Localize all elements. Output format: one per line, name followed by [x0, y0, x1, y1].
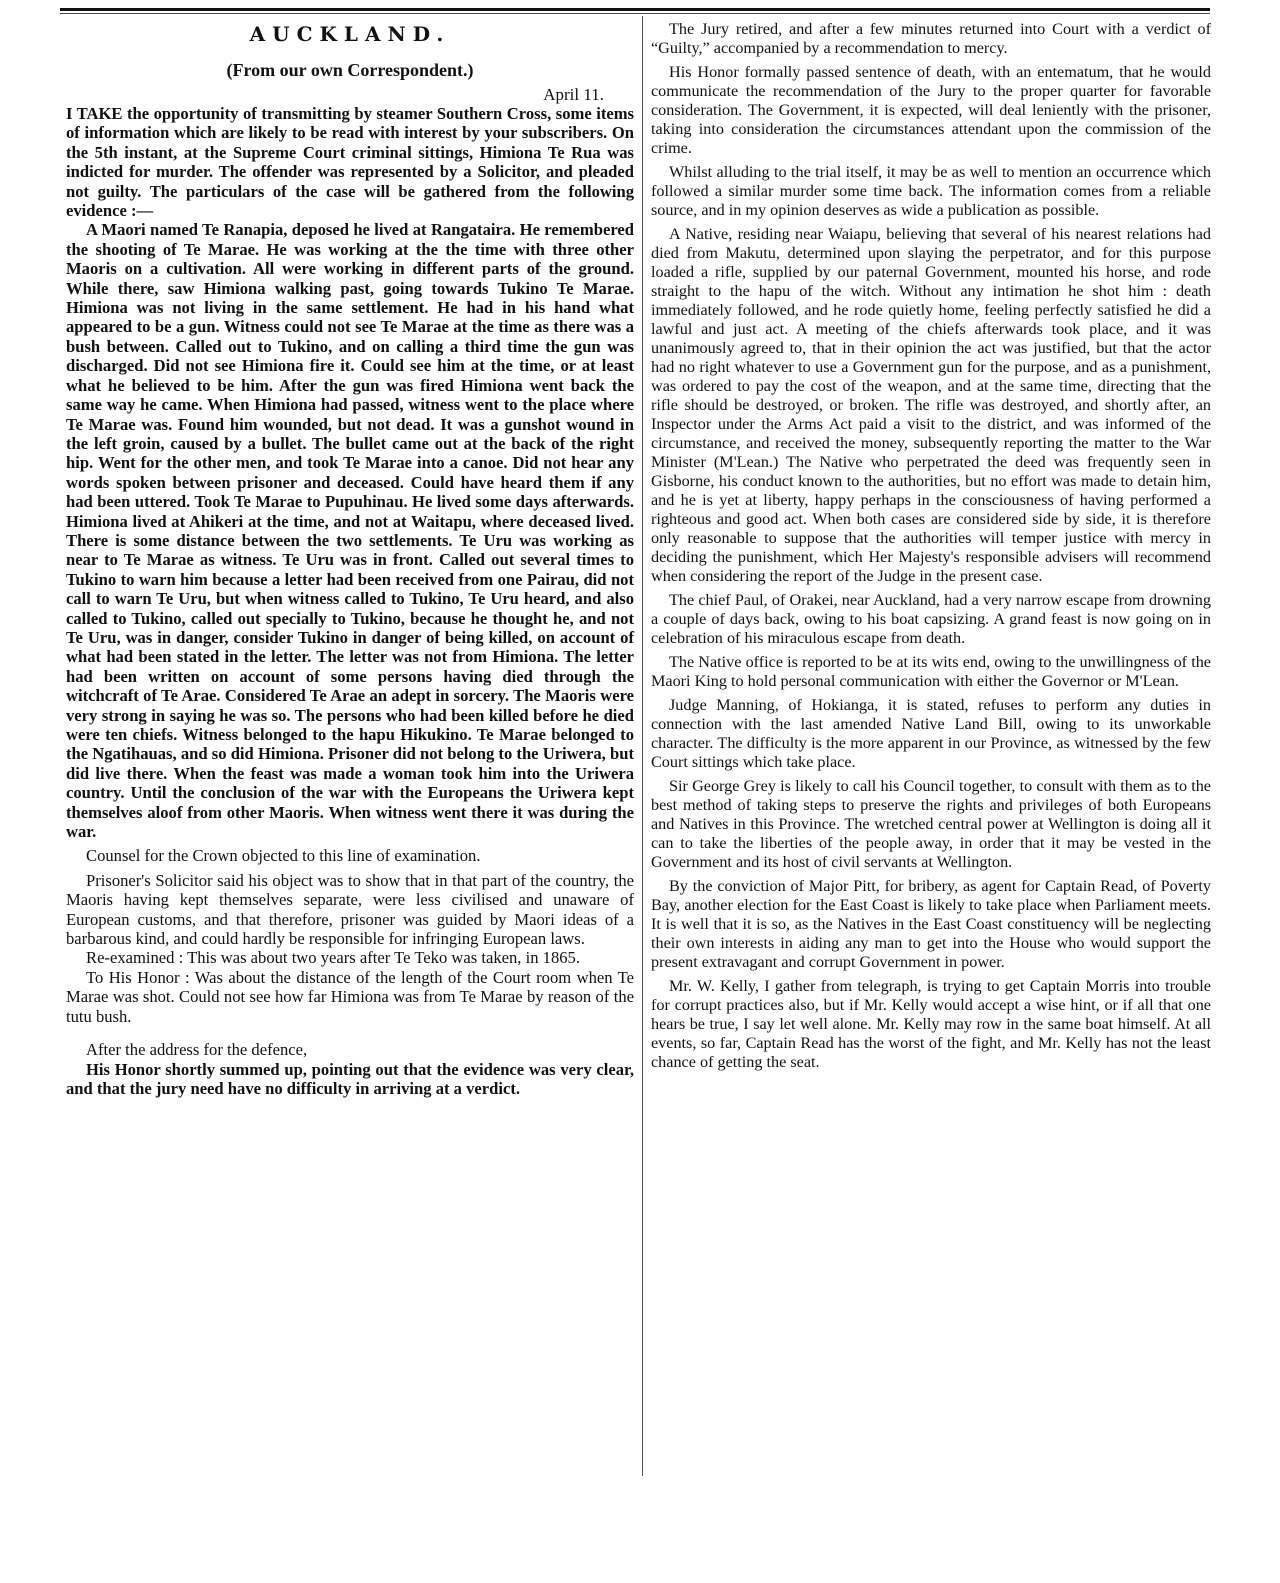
paragraph: His Honor shortly summed up, pointing out that the evidence was very clear, and that the jury need have no difficulty in arriving at a verdict.	[66, 1059, 634, 1098]
paragraph: A Maori named Te Ranapia, deposed he lived at Rangataira. He remembered the shooting of Te Marae. He was working at the the time with three other Maoris on a cultivation. All were working in different parts of the ground. While there, saw Himiona walking past, going towards Tukino Te Marae. Himiona was not living in the same settlement. He had in his hand what appeared to be a gun. Witness could not see Te Marae at the time as there was a bush between. Called out to Tukino, and on calling a third time the gun was discharged. Did not see Himiona fire it. Could see him at the time, or at least what he believed to be him. After the gun was fired Himiona went back the same way he came. When Himiona had passed, witness went to the place where Te Marae was. Found him wounded, but not dead. It was a gunshot wound in the left groin, caused by a bullet. The bullet came out at the back of the right hip. Went for the other men, and took Te Marae into a canoe. Did not hear any words spoken between prisoner and deceased. Could have heard them if any had been uttered. Took Te Marae to Pupuhinau. He lived some days afterwards. Himiona lived at Ahikeri at the time, and not at Waitapu, where deceased lived. There is some distance between the two settlements. Te Uru was working as near to Te Marae as witness. Te Uru was in front. Called out several times to Tukino to warn him because a letter had been received from one Pairau, did not call to warn Te Uru, but when witness called to Tukino, Te Uru heard, and also called to Tukino, called out specially to Tukino, because he thought he, and not Te Uru, was in danger, consider Tukino in danger of being killed, on account of what had been stated in the letter. The letter was not from Himiona. The letter had been written on account of some persons having died through the witchcraft of Te Arae. Considered Te Arae an adept in sorcery. The Maoris were very strong in saying he was so. The persons who had been killed before he died were ten chiefs. Witness belonged to the hapu Hikukino. Te Marae belonged to the Ngatihauas, and so did Himiona. Prisoner did not belong to the Uriwera, but did live there. When the feast was made a woman took him into the Uriwera country. Until the conclusion of the war with the Europeans the Uriwera kept themselves aloof from other Maoris. When witness went there it was during the war.	[66, 220, 634, 842]
paragraph: The chief Paul, of Orakei, near Auckland, had a very narrow escape from drowning a couple of days back, owing to his boat capsizing. A grand feast is now going on in celebration of his miraculous escape from death.	[651, 591, 1211, 647]
right-column	[651, 20, 1211, 1072]
article-headline: AUCKLAND.	[249, 22, 451, 46]
paragraph: To His Honor : Was about the distance of the length of the Court room when Te Marae was shot. Could not see how far Himiona was from Te Marae by reason of the tutu bush.	[66, 967, 634, 1026]
paragraph: Prisoner's Solicitor said his object was to show that in that part of the country, the Maoris having kept themselves separate, were less civilised and unaware of European customs, and that therefore, prisoner was guided by Maori ideas of a barbarous kind, and could hardly be responsible for infringing European laws.	[66, 870, 634, 949]
column-divider	[642, 16, 643, 1476]
paragraph: Re-examined : This was about two years after Te Teko was taken, in 1865.	[86, 948, 580, 968]
left-column	[66, 20, 634, 1098]
paragraph: The Native office is reported to be at its wits end, owing to the unwillingness of the Maori King to hold personal communication with either the Governor or M'Lean.	[651, 653, 1211, 690]
dateline: April 11.	[543, 85, 604, 104]
paragraph: I TAKE the opportunity of transmitting by steamer Southern Cross, some items of information which are likely to be read with interest by your subscribers. On the 5th instant, at the Supreme Court criminal sittings, Himiona Te Rua was indicted for murder. The offender was represented by a Solicitor, and pleaded not guilty. The particulars of the case will be gathered from the following evidence :—	[66, 104, 634, 221]
paragraph: By the conviction of Major Pitt, for bribery, as agent for Captain Read, of Poverty Bay, another election for the East Coast is likely to take place when Parliament meets. It is well that it is so, as the Natives in the East Coast constituency will be neglecting their own interests in aiding any man to get into the House who would support the present extravagant and corrupt Government in power.	[651, 877, 1211, 971]
paragraph: Mr. W. Kelly, I gather from telegraph, is trying to get Captain Morris into trouble for corrupt practices also, but if Mr. Kelly would accept a wise hint, or if all that one hears be true, I say let well alone. Mr. Kelly may row in the same boat himself. At all events, so far, Captain Read has the worst of the fight, and Mr. Kelly has not the least chance of getting the seat.	[651, 977, 1211, 1071]
paragraph: Sir George Grey is likely to call his Council together, to consult with them as to the best method of taking steps to preserve the rights and privileges of both Europeans and Natives in this Province. The wretched central power at Wellington is doing all it can to take the liberties of the people away, in order that it may be vested in the Government and its host of civil servants at Wellington.	[651, 777, 1211, 871]
paragraph: Whilst alluding to the trial itself, it may be as well to mention an occurrence which followed a similar murder some time back. The information comes from a reliable source, and in my opinion deserves as wide a publication as possible.	[651, 163, 1211, 219]
paragraph: Counsel for the Crown objected to this line of examination.	[86, 846, 481, 866]
top-rule-thin	[60, 13, 1210, 14]
article-subhead: (From our own Correspondent.)	[226, 60, 474, 80]
paragraph: A Native, residing near Waiapu, believing that several of his nearest relations had died from Makutu, determined upon slaying the perpetrator, and for this purpose loaded a rifle, supplied by our paternal Government, mounted his horse, and rode straight to the hapu of the witch. Without any intimation he shot him : death immediately followed, and he rode quietly home, feeling perfectly satisfied he did a lawful and just act. A meeting of the chiefs afterwards took place, and it was unanimously agreed to, that in their opinion the act was justified, but that the actor had no right whatever to use a Government gun for the purpose, and as a punishment, was ordered to pay the cost of the weapon, and at the same time, directing that the rifle should be destroyed, or broken. The rifle was destroyed, and shortly after, an Inspector under the Arms Act paid a visit to the district, and was informed of the circumstance, and received the money, subsequently reporting the matter to the War Minister (M'Lean.) The Native who perpetrated the deed was frequently seen in Gisborne, his conduct known to the authorities, but no effort was made to detain him, and he is yet at liberty, happy perhaps in the consciousness of having performed a righteous and good act. When both cases are considered side by side, it is therefore only reasonable to suppose that the authorities will temper justice with mercy in deciding the punishment, which Her Majesty's responsible advisers will recommend when considering the report of the Judge in the present case.	[651, 225, 1211, 585]
paragraph: His Honor formally passed sentence of death, with an entematum, that he would communicate the recommendation of the Jury to the proper quarter for favorable consideration. The Government, it is expected, will deal leniently with the prisoner, taking into consideration the circumstances attendant upon the commission of the crime.	[651, 63, 1211, 157]
paragraph: The Jury retired, and after a few minutes returned into Court with a verdict of “Guilty,” accompanied by a recommendation to mercy.	[651, 20, 1211, 57]
top-rule	[60, 8, 1210, 11]
paragraph: After the address for the defence,	[86, 1040, 308, 1060]
paragraph: Judge Manning, of Hokianga, it is stated, refuses to perform any duties in connection with the last amended Native Land Bill, owing to its unworkable character. The difficulty is the more apparent in our Province, as witnessed by the few Court sittings which take place.	[651, 696, 1211, 771]
